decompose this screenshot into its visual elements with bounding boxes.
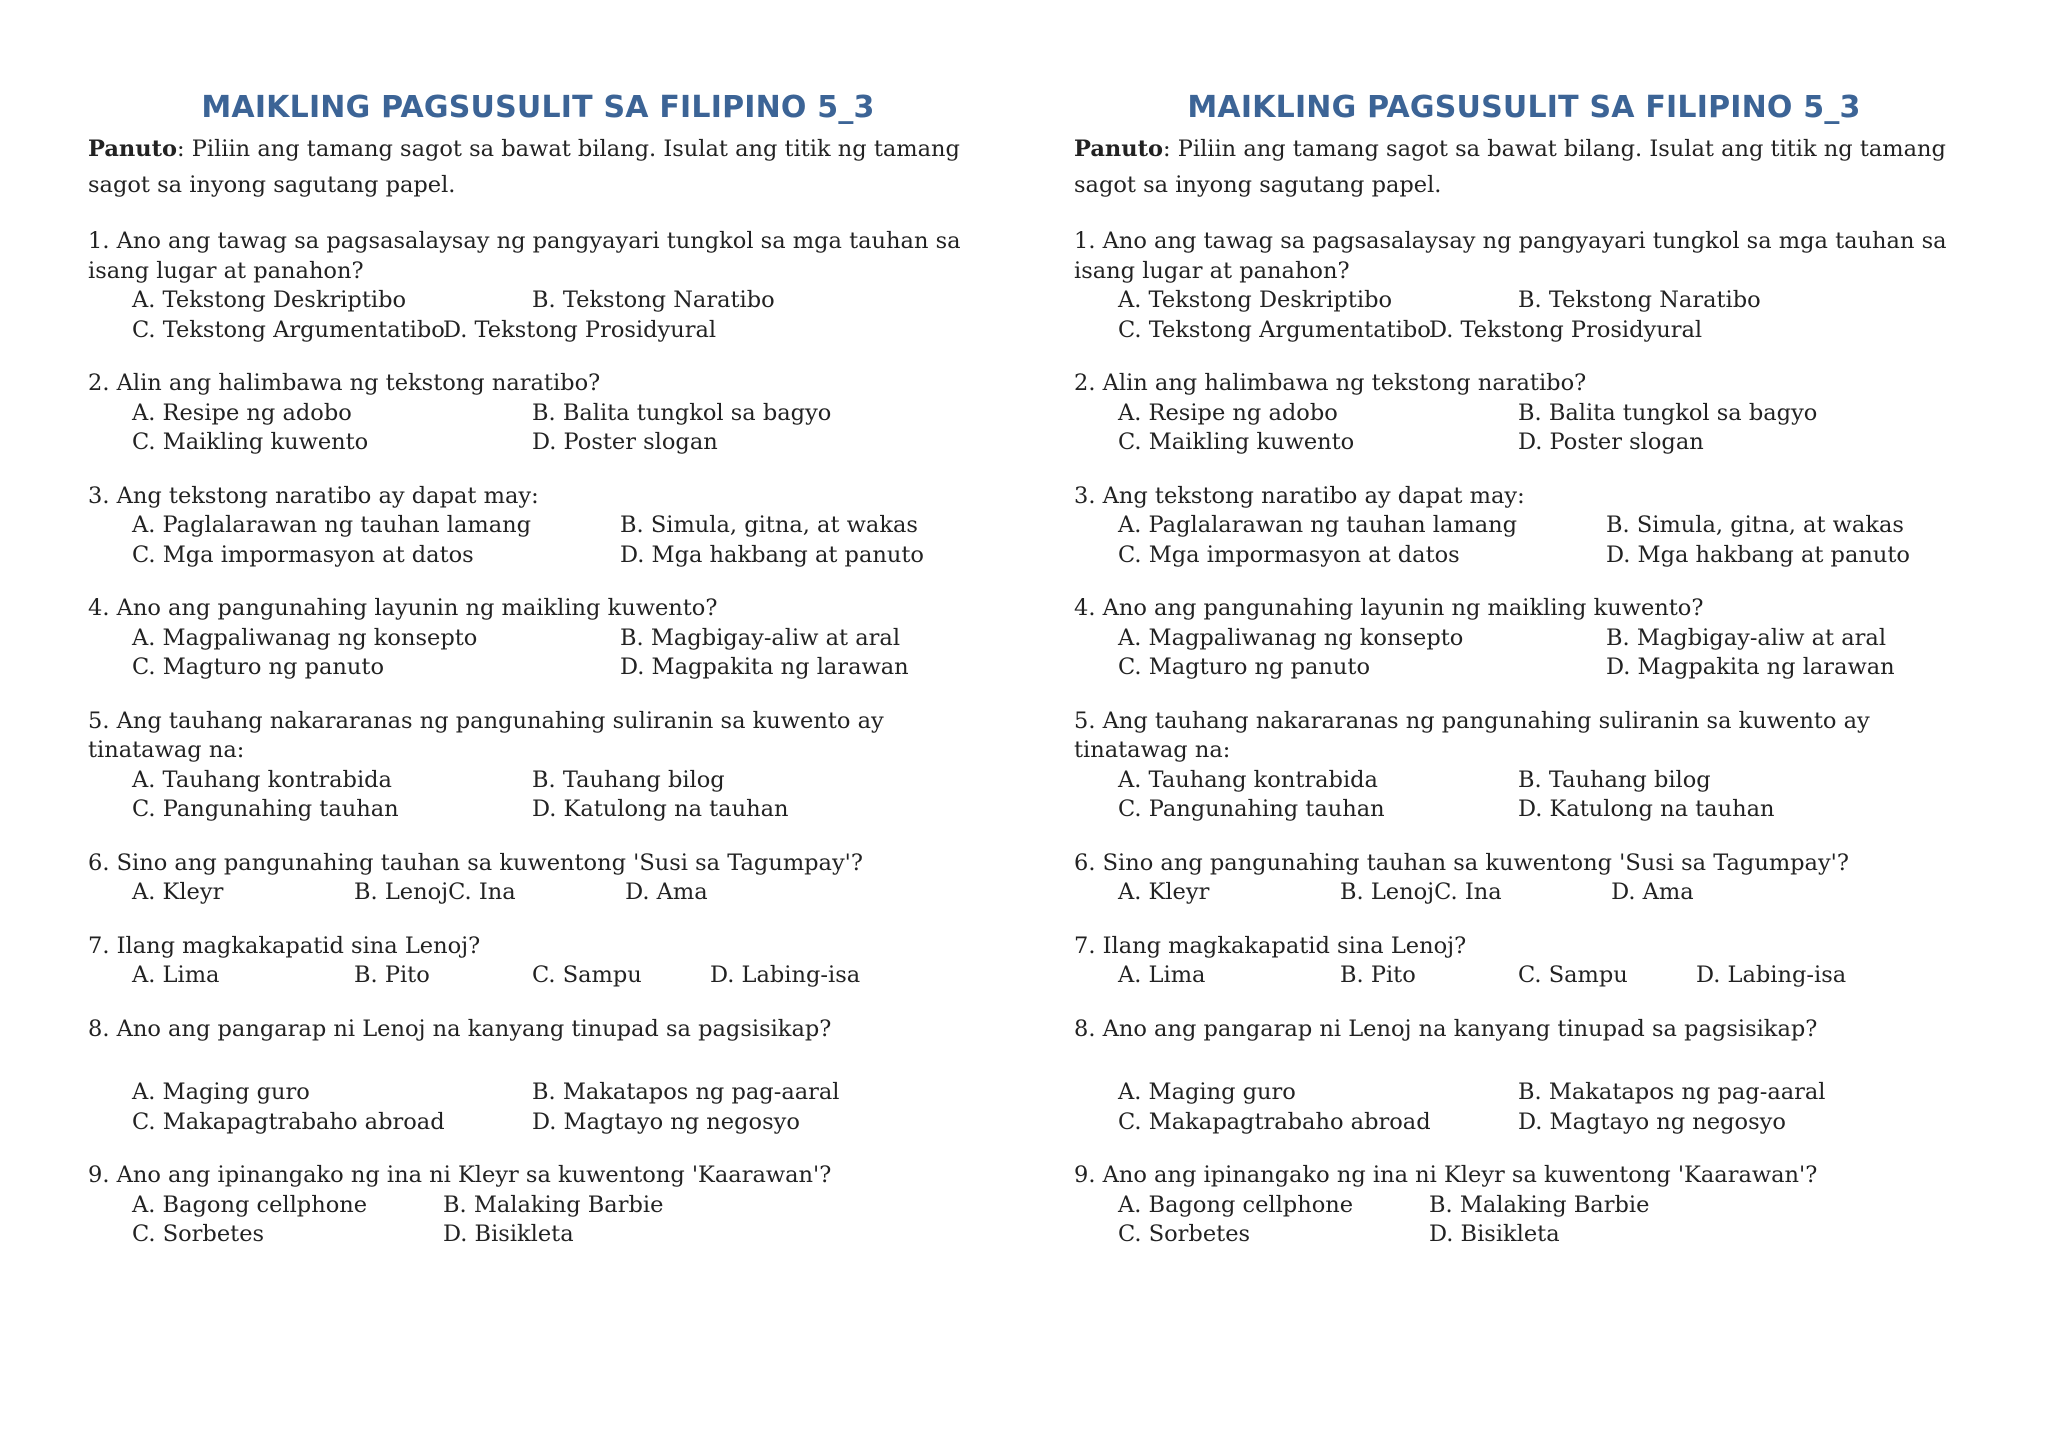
question-text: 8. Ano ang pangarap ni Lenoj na kanyang tinupad sa pagsisikap? xyxy=(88,1015,832,1042)
option-c: C. Sorbetes xyxy=(1118,1221,1251,1247)
option-a: A. Tauhang kontrabida xyxy=(132,766,392,793)
instructions-label: Panuto xyxy=(1074,136,1164,162)
option-c: C. Pangunahing tauhan xyxy=(132,796,399,822)
quiz-right xyxy=(1074,90,1994,1250)
option-b: B. Malaking Barbie xyxy=(443,1191,664,1218)
option-c: C. Tekstong Argumentatibo xyxy=(132,316,445,343)
option-d: D. Tekstong Prosidyural xyxy=(443,316,717,343)
question-7 xyxy=(88,932,1008,991)
question-text: 1. Ano ang tawag sa pagsasalaysay ng pangyayari tungkol sa mga tauhan sa isang lugar at panahon? xyxy=(88,228,961,284)
option-a: A. Magpaliwanag ng konsepto xyxy=(1118,624,1464,651)
option-d: D. Labing-isa xyxy=(710,962,861,988)
option-c: C. Mga impormasyon at datos xyxy=(1118,541,1460,568)
option-b: B. Tauhang bilog xyxy=(1518,766,1711,793)
quiz-title: MAIKLING PAGSUSULIT SA FILIPINO 5_3 xyxy=(1187,90,1861,125)
question-6 xyxy=(1074,849,1994,908)
quiz-title: MAIKLING PAGSUSULIT SA FILIPINO 5_3 xyxy=(201,90,875,125)
question-8 xyxy=(88,1015,1008,1138)
option-a: A. Tekstong Deskriptibo xyxy=(132,287,407,313)
option-a: A. Kleyr xyxy=(132,879,224,905)
option-d: D. Mga hakbang at panuto xyxy=(620,541,924,568)
question-text: 9. Ano ang ipinangako ng ina ni Kleyr sa kuwentong 'Kaarawan'? xyxy=(1074,1162,1818,1188)
option-b: B. Malaking Barbie xyxy=(1429,1191,1650,1218)
question-text: 6. Sino ang pangunahing tauhan sa kuwentong 'Susi sa Tagumpay'? xyxy=(1074,849,1849,876)
question-6 xyxy=(88,849,1008,908)
question-text: 3. Ang tekstong naratibo ay dapat may: xyxy=(88,482,539,509)
instructions-text: : Piliin ang tamang sagot sa bawat bilang. Isulat ang titik ng tamang sagot sa inyong sagutang papel. xyxy=(88,136,960,198)
option-a: A. Lima xyxy=(132,962,220,988)
question-4 xyxy=(88,594,1008,683)
option-d: D. Ama xyxy=(1611,879,1694,905)
question-text: 2. Alin ang halimbawa ng tekstong naratibo? xyxy=(88,370,601,396)
option-d: D. Magtayo ng negosyo xyxy=(532,1108,800,1135)
option-b: B. Tauhang bilog xyxy=(532,766,725,793)
option-a: A. Bagong cellphone xyxy=(132,1191,368,1218)
question-1 xyxy=(88,227,1008,345)
instructions-text: : Piliin ang tamang sagot sa bawat bilang. Isulat ang titik ng tamang sagot sa inyong sagutang papel. xyxy=(1074,136,1946,198)
option-a: A. Bagong cellphone xyxy=(1118,1191,1354,1218)
quiz-left xyxy=(88,90,1008,1250)
option-c: C. Maikling kuwento xyxy=(132,429,369,455)
option-a: A. Paglalarawan ng tauhan lamang xyxy=(132,512,532,538)
question-text: 5. Ang tauhang nakararanas ng pangunahing suliranin sa kuwento ay tinatawag na: xyxy=(88,707,884,763)
option-b: B. Balita tungkol sa bagyo xyxy=(1518,399,1818,426)
option-c: C. Ina xyxy=(448,879,516,905)
question-text: 6. Sino ang pangunahing tauhan sa kuwentong 'Susi sa Tagumpay'? xyxy=(88,849,863,876)
question-4 xyxy=(1074,594,1994,683)
question-text: 4. Ano ang pangunahing layunin ng maikling kuwento? xyxy=(88,595,718,621)
option-d: D. Magpakita ng larawan xyxy=(1606,654,1895,680)
question-text: 4. Ano ang pangunahing layunin ng maikling kuwento? xyxy=(1074,595,1704,621)
option-d: D. Poster slogan xyxy=(532,429,718,455)
option-c: C. Sampu xyxy=(532,962,642,988)
question-8 xyxy=(1074,1015,1994,1138)
option-c: C. Maikling kuwento xyxy=(1118,429,1355,455)
option-c: C. Tekstong Argumentatibo xyxy=(1118,316,1431,343)
option-b: B. Pito xyxy=(1340,962,1416,988)
option-b: B. Makatapos ng pag-aaral xyxy=(532,1079,840,1105)
option-a: A. Tauhang kontrabida xyxy=(1118,766,1378,793)
option-c: C. Sorbetes xyxy=(132,1221,265,1247)
option-a: A. Paglalarawan ng tauhan lamang xyxy=(1118,512,1518,538)
option-d: D. Labing-isa xyxy=(1696,962,1847,988)
option-a: A. Resipe ng adobo xyxy=(132,399,352,426)
option-a: A. Resipe ng adobo xyxy=(1118,399,1338,426)
question-1 xyxy=(1074,227,1994,345)
option-d: D. Poster slogan xyxy=(1518,429,1704,455)
question-text: 2. Alin ang halimbawa ng tekstong naratibo? xyxy=(1074,370,1587,396)
option-a: A. Kleyr xyxy=(1118,879,1210,905)
option-a: A. Magpaliwanag ng konsepto xyxy=(132,624,478,651)
instructions-label: Panuto xyxy=(88,136,178,162)
question-3 xyxy=(88,482,1008,571)
option-c: C. Pangunahing tauhan xyxy=(1118,796,1385,822)
option-b: B. Tekstong Naratibo xyxy=(532,287,775,313)
option-d: D. Katulong na tauhan xyxy=(1518,796,1775,822)
option-b: B. Simula, gitna, at wakas xyxy=(620,512,918,538)
option-a: A. Maging guro xyxy=(1118,1079,1296,1105)
option-b: B. Lenoj xyxy=(1340,879,1435,905)
option-d: D. Magpakita ng larawan xyxy=(620,654,909,680)
option-c: C. Sampu xyxy=(1518,962,1628,988)
option-d: D. Katulong na tauhan xyxy=(532,796,789,822)
instructions xyxy=(1074,131,1979,203)
question-9 xyxy=(1074,1161,1994,1250)
option-d: D. Magtayo ng negosyo xyxy=(1518,1108,1786,1135)
question-text: 9. Ano ang ipinangako ng ina ni Kleyr sa kuwentong 'Kaarawan'? xyxy=(88,1162,832,1188)
question-2 xyxy=(88,369,1008,458)
question-3 xyxy=(1074,482,1994,571)
option-d: D. Bisikleta xyxy=(1429,1221,1560,1247)
option-c: C. Makapagtrabaho abroad xyxy=(132,1108,445,1135)
question-text: 3. Ang tekstong naratibo ay dapat may: xyxy=(1074,482,1525,509)
option-a: A. Tekstong Deskriptibo xyxy=(1118,287,1393,313)
option-d: D. Ama xyxy=(625,879,708,905)
option-d: D. Bisikleta xyxy=(443,1221,574,1247)
option-b: B. Pito xyxy=(354,962,430,988)
question-text: 7. Ilang magkakapatid sina Lenoj? xyxy=(88,932,481,959)
question-7 xyxy=(1074,932,1994,991)
option-b: B. Tekstong Naratibo xyxy=(1518,287,1761,313)
option-b: B. Magbigay-aliw at aral xyxy=(620,624,901,651)
question-text: 8. Ano ang pangarap ni Lenoj na kanyang tinupad sa pagsisikap? xyxy=(1074,1015,1818,1042)
option-c: C. Makapagtrabaho abroad xyxy=(1118,1108,1431,1135)
option-a: A. Lima xyxy=(1118,962,1206,988)
question-text: 1. Ano ang tawag sa pagsasalaysay ng pangyayari tungkol sa mga tauhan sa isang lugar at panahon? xyxy=(1074,228,1947,284)
instructions xyxy=(88,131,993,203)
question-text: 7. Ilang magkakapatid sina Lenoj? xyxy=(1074,932,1467,959)
option-c: C. Magturo ng panuto xyxy=(132,654,384,680)
question-5 xyxy=(88,707,1008,825)
option-d: D. Mga hakbang at panuto xyxy=(1606,541,1910,568)
question-5 xyxy=(1074,707,1994,825)
option-b: B. Magbigay-aliw at aral xyxy=(1606,624,1887,651)
option-b: B. Makatapos ng pag-aaral xyxy=(1518,1079,1826,1105)
question-text: 5. Ang tauhang nakararanas ng pangunahing suliranin sa kuwento ay tinatawag na: xyxy=(1074,707,1870,763)
option-c: C. Magturo ng panuto xyxy=(1118,654,1370,680)
option-c: C. Ina xyxy=(1434,879,1502,905)
question-9 xyxy=(88,1161,1008,1250)
option-b: B. Balita tungkol sa bagyo xyxy=(532,399,832,426)
option-d: D. Tekstong Prosidyural xyxy=(1429,316,1703,343)
option-c: C. Mga impormasyon at datos xyxy=(132,541,474,568)
option-b: B. Simula, gitna, at wakas xyxy=(1606,512,1904,538)
option-b: B. Lenoj xyxy=(354,879,449,905)
question-2 xyxy=(1074,369,1994,458)
option-a: A. Maging guro xyxy=(132,1079,310,1105)
